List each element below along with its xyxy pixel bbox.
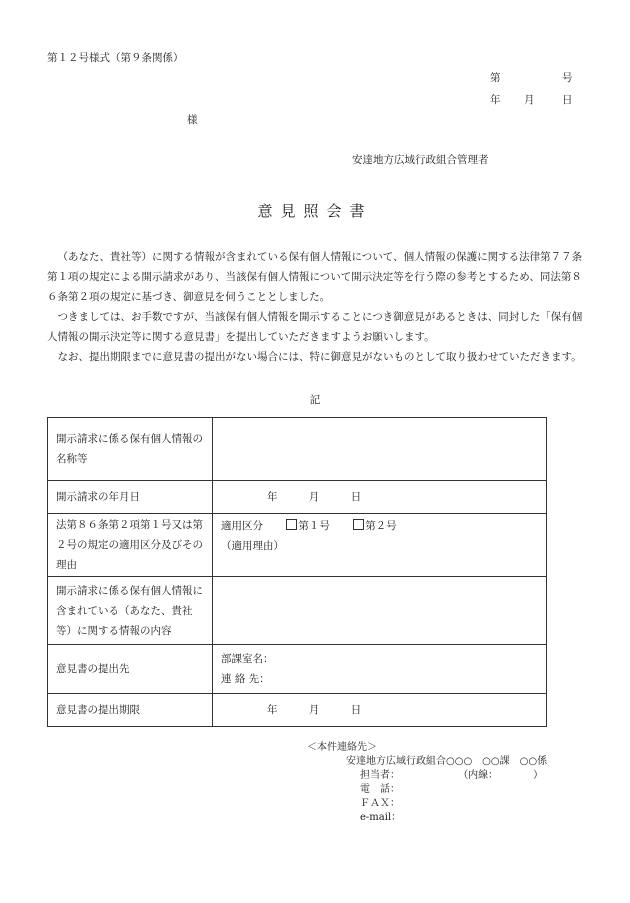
category-reason: （適用理由） [221, 540, 284, 552]
body-paragraph-2: つきましては、お手数ですが、当該保有個人情報を開示することにつき御意見があるときは、同封した「保有個人情報の開示決定等に関する意見書」を提出していただきますようお願いします。 [47, 311, 583, 343]
body-paragraph-3: なお、提出期限までに意見書の提出がない場合には、特に御意見がないものとして取り扱わせていただきます。 [57, 351, 582, 363]
table-label-info-content: 開示請求に係る保有個人情報に含まれている（あなた、貴社等）に関する情報の内容 [48, 577, 213, 645]
table-value-category [213, 514, 547, 577]
body-text [47, 247, 587, 367]
document-number-suffix: 号 [562, 72, 573, 84]
body-paragraph-1: （あなた、貴社等）に関する情報が含まれている保有個人情報について、個人情報の保護に関する法律第７７条第１項の規定による開示請求があり、当該保有個人情報について開示決定等を行う際の参考とするため、同法第８６条第２項の規定に基づき、御意見を伺うこととしました。 [47, 251, 583, 303]
table-label-info-name: 開示請求に係る保有個人情報の名称等 [48, 418, 213, 481]
contact-email: e-mail： [360, 812, 402, 823]
table-row [48, 481, 547, 514]
table-row [48, 577, 547, 645]
category-label: 適用区分 [221, 520, 263, 532]
table-label-submit-to: 意見書の提出先 [48, 645, 213, 694]
form-number: 第１２号様式（第９条関係） [47, 52, 184, 64]
document-title: 意見照会書 [257, 202, 373, 220]
table-value-deadline[interactable] [213, 694, 547, 727]
deadline-year: 年 [267, 704, 278, 716]
submit-dept: 部課室名： [221, 653, 274, 665]
date-year: 年 [490, 94, 501, 106]
table-row [48, 418, 547, 481]
request-date-year: 年 [267, 491, 278, 503]
contact-person-row [346, 769, 547, 783]
contact-extension: （内線： ） [458, 770, 544, 781]
submit-contact: 連 絡 先： [221, 673, 270, 685]
table-value-info-content[interactable] [213, 577, 547, 645]
table-row [48, 645, 547, 694]
table-label-deadline: 意見書の提出期限 [48, 694, 213, 727]
table-value-request-date[interactable] [213, 481, 547, 514]
info-table [47, 417, 547, 727]
document-number-label: 第 [490, 72, 501, 84]
deadline-day: 日 [350, 704, 362, 716]
ki-heading: 記 [309, 394, 321, 406]
request-date-day: 日 [350, 491, 362, 503]
contact-phone: 電 話： [360, 784, 400, 795]
category-option-2[interactable]: 第２号 [353, 520, 397, 532]
contact-person: 担当者： [360, 770, 400, 781]
table-label-category: 法第８６条第２項第１号又は第２号の規定の適用区分及びその理由 [48, 514, 213, 577]
deadline-month: 月 [308, 704, 320, 716]
table-row [48, 514, 547, 577]
date-day: 日 [562, 94, 573, 106]
contact-heading: ＜本件連絡先＞ [307, 742, 377, 753]
table-value-submit-to [213, 645, 547, 694]
checkbox-icon[interactable] [286, 519, 297, 530]
table-value-info-name[interactable] [213, 418, 547, 481]
sender: 安達地方広域行政組合管理者 [352, 154, 489, 166]
contact-org: 安達地方広域行政組合○○○ ○○課 ○○係 [346, 756, 548, 767]
contact-fax: ＦＡＸ： [360, 798, 400, 809]
addressee: 様 [187, 114, 198, 126]
date-month: 月 [524, 94, 535, 106]
table-row [48, 694, 547, 727]
table-label-request-date: 開示請求の年月日 [48, 481, 213, 514]
contact-block [346, 755, 547, 825]
request-date-month: 月 [308, 491, 320, 503]
category-option-1[interactable]: 第１号 [286, 520, 330, 532]
checkbox-icon[interactable] [353, 519, 364, 530]
